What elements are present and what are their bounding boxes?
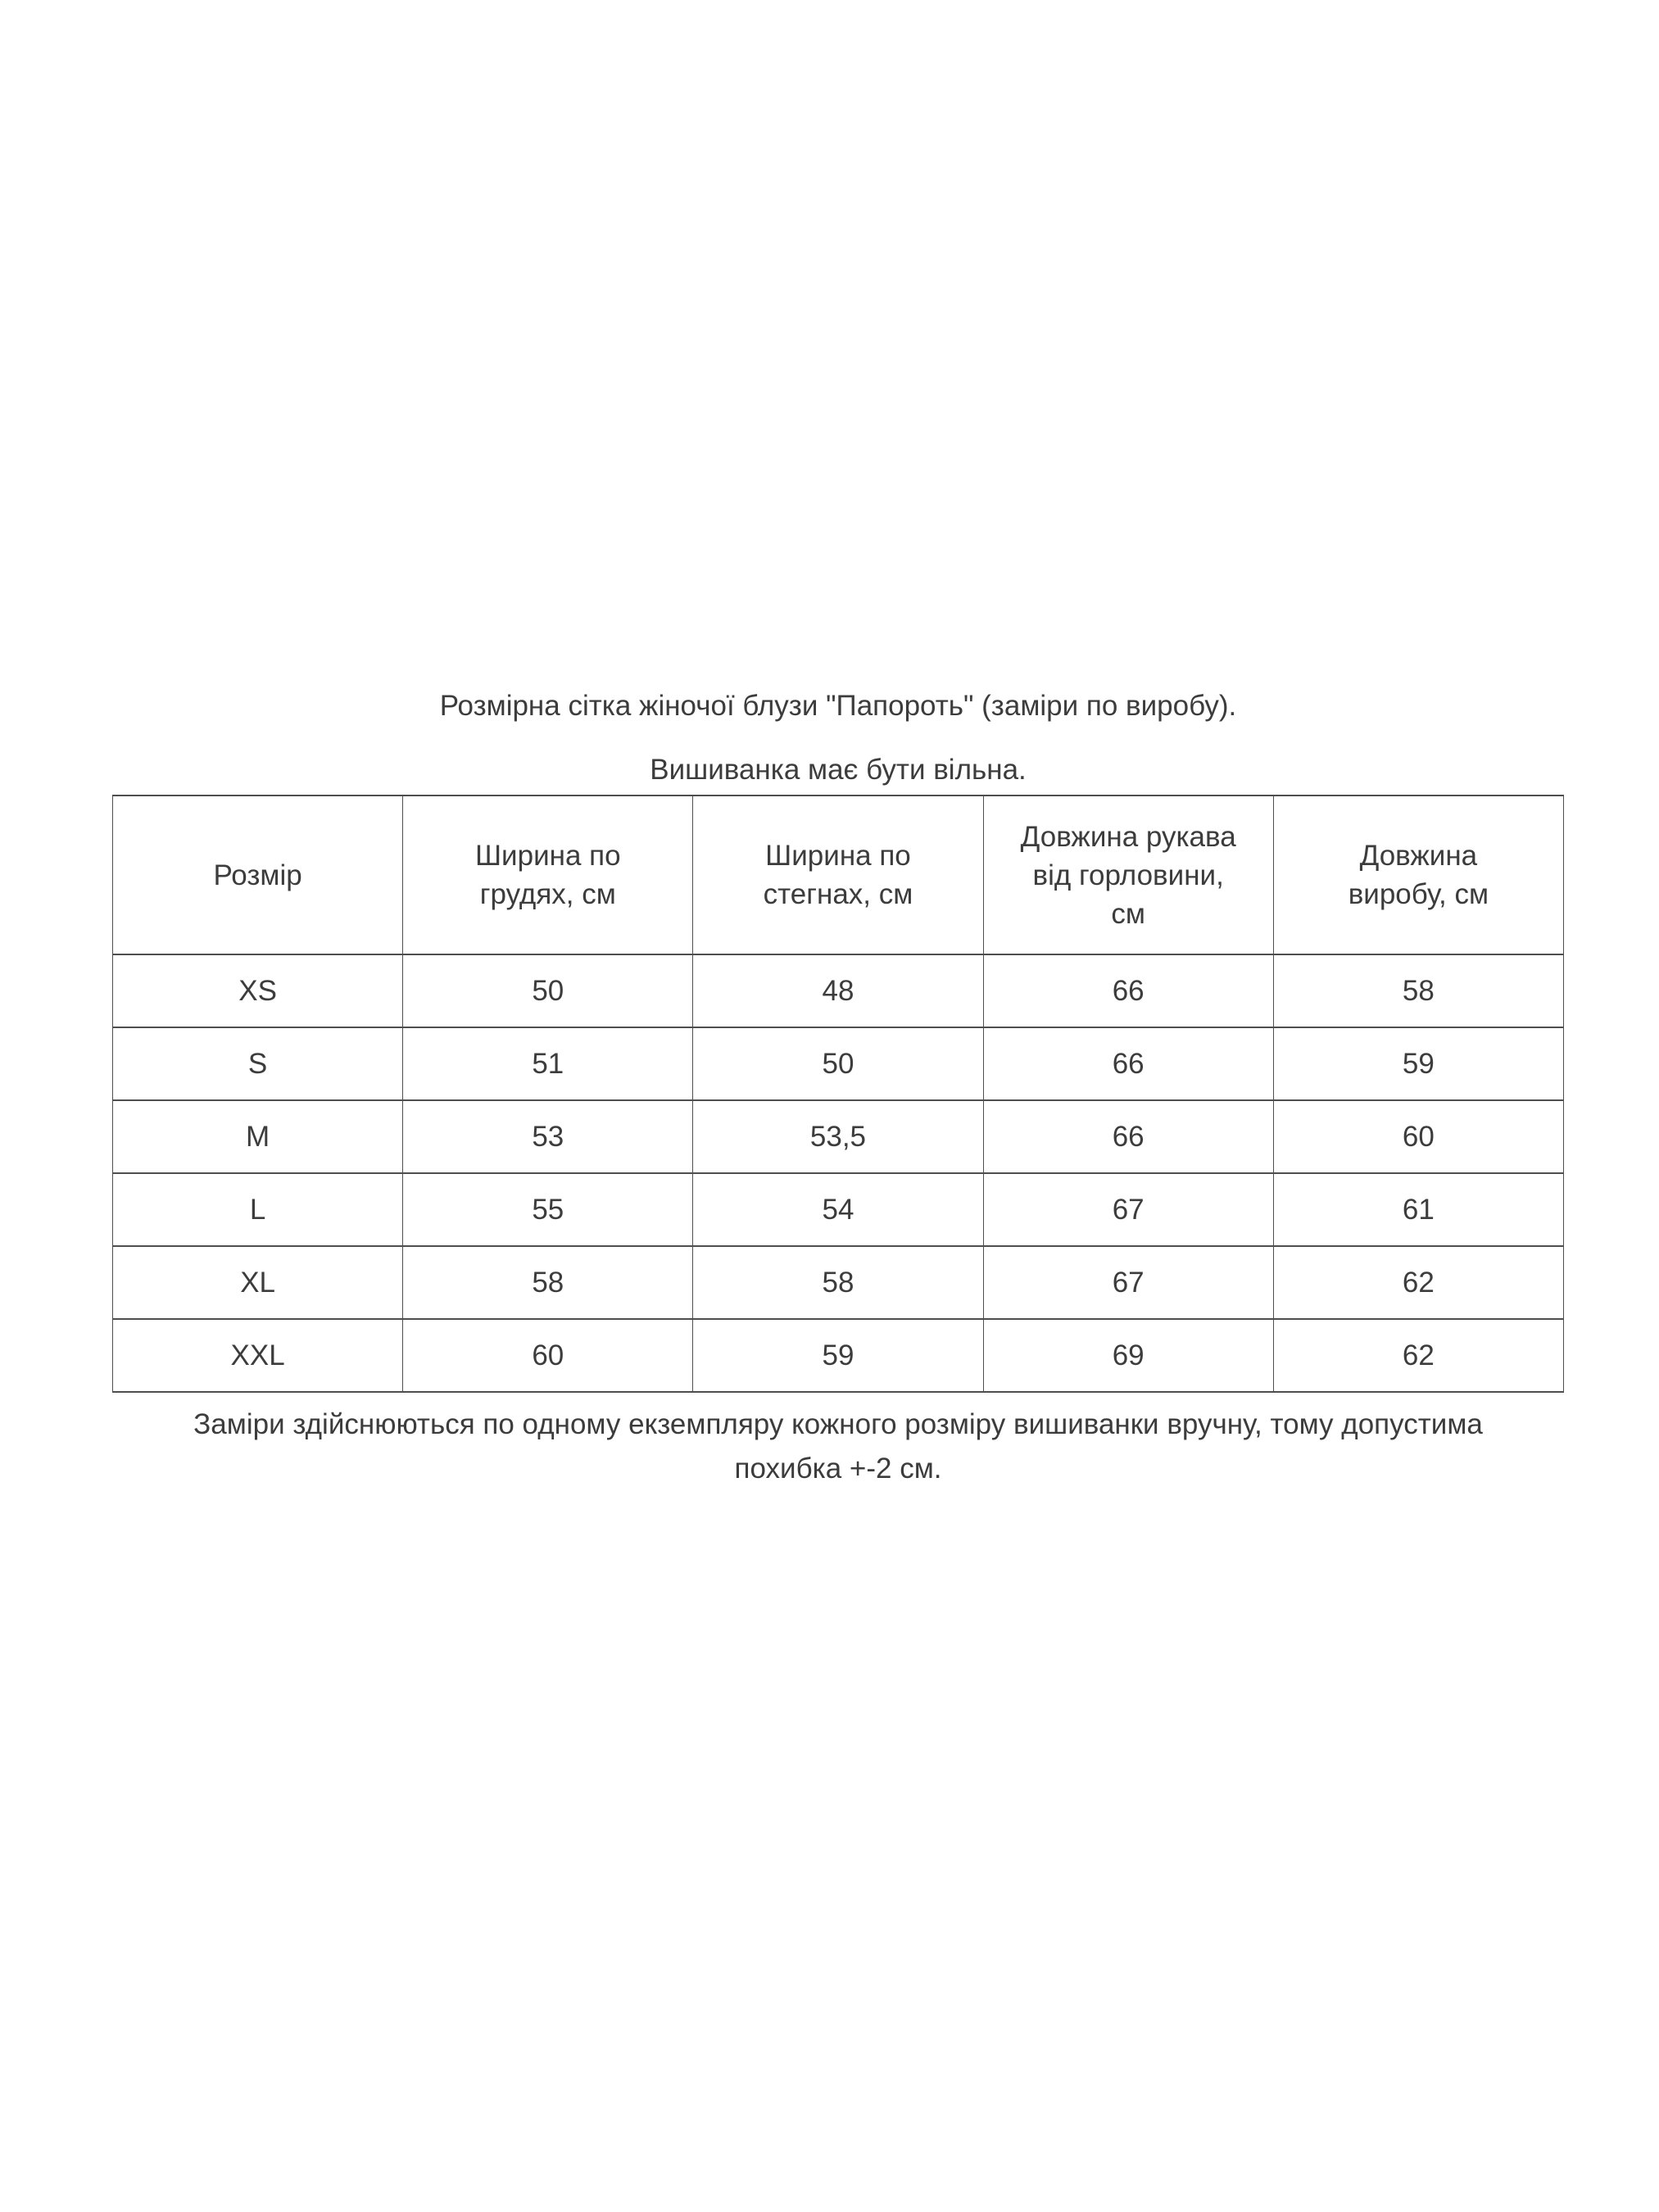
header-cell-sleeve-length [983,796,1273,954]
value-cell: 48 [693,954,983,1027]
header-text: від горловини, [1032,859,1224,891]
value-cell: 58 [1273,954,1563,1027]
value-cell: 59 [1273,1027,1563,1100]
table-row-xxl [113,1319,1564,1392]
value-cell: 67 [983,1173,1273,1246]
value-cell: 51 [403,1027,693,1100]
value-cell: 67 [983,1246,1273,1319]
size-cell: L [113,1173,403,1246]
size-cell: XXL [113,1319,403,1392]
measurement-note-line: похибка +-2 см. [734,1453,942,1484]
table-row-l [113,1173,1564,1246]
header-text: Ширина по [474,840,621,872]
value-cell: 60 [1273,1100,1563,1173]
size-chart-header [113,796,1564,954]
value-cell: 55 [403,1173,693,1246]
header-cell-chest-width [403,796,693,954]
size-cell: XL [113,1246,403,1319]
header-row [113,796,1564,954]
value-cell: 50 [403,954,693,1027]
measurement-note [112,1403,1564,1491]
measurement-note-line: Заміри здійснюються по одному екземпляру кожного розміру вишиванки вручну, тому допустима [193,1408,1483,1440]
header-text: Ширина по [765,840,911,872]
value-cell: 62 [1273,1246,1563,1319]
header-text: виробу, см [1348,878,1489,910]
header-cell-garment-length [1273,796,1563,954]
value-cell: 58 [403,1246,693,1319]
header-text: Довжина [1359,840,1478,872]
value-cell: 53 [403,1100,693,1173]
header-text: грудях, см [479,878,616,910]
page-subtitle: Вишиванка має бути вільна. [650,754,1027,786]
size-chart-table [112,795,1564,1393]
size-cell: XS [113,954,403,1027]
value-cell: 62 [1273,1319,1563,1392]
header-cell-hip-width [693,796,983,954]
value-cell: 61 [1273,1173,1563,1246]
value-cell: 53,5 [693,1100,983,1173]
value-cell: 66 [983,1100,1273,1173]
value-cell: 59 [693,1319,983,1392]
table-row-xs [113,954,1564,1027]
table-row-m [113,1100,1564,1173]
value-cell: 50 [693,1027,983,1100]
table-row-xl [113,1246,1564,1319]
size-cell: M [113,1100,403,1173]
value-cell: 69 [983,1319,1273,1392]
header-cell-size [113,796,403,954]
page-title: Розмірна сітка жіночої блузи "Папороть" (заміри по виробу). [439,690,1237,722]
value-cell: 66 [983,954,1273,1027]
value-cell: 58 [693,1246,983,1319]
value-cell: 54 [693,1173,983,1246]
header-text: Розмір [213,859,302,891]
header-text: см [1111,897,1145,930]
size-cell: S [113,1027,403,1100]
value-cell: 60 [403,1319,693,1392]
value-cell: 66 [983,1027,1273,1100]
size-chart-body [113,954,1564,1392]
size-chart-page [112,0,1564,1491]
header-text: стегнах, см [763,878,913,910]
table-row-s [113,1027,1564,1100]
header-text: Довжина рукава [1020,820,1236,853]
